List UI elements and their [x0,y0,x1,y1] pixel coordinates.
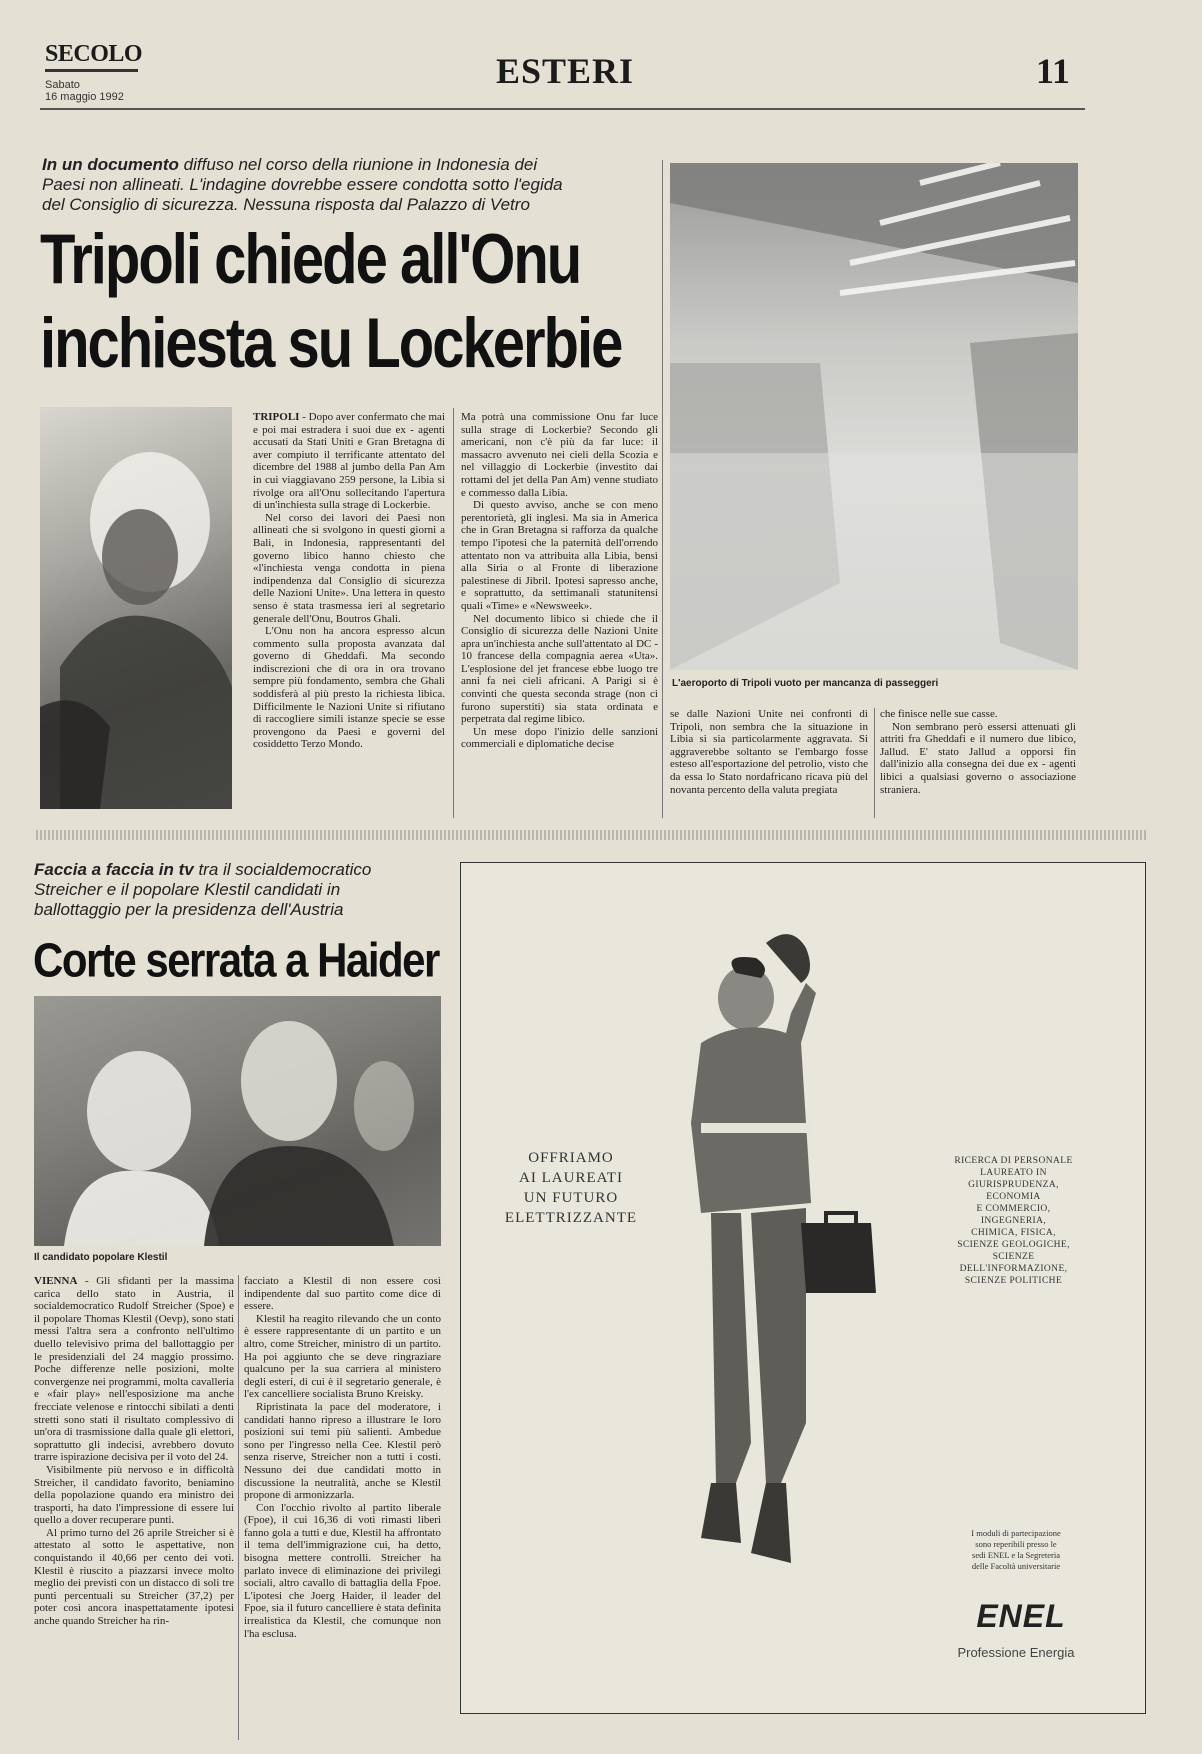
enel-tagline: Professione Energia [957,1645,1075,1660]
ad-recruitment-line: DELL'INFORMAZIONE, [959,1264,1068,1274]
gheddafi-photo [40,407,232,809]
article2-col2-para2: Klestil ha reagito rilevando che un conto è essere rappresentante di un partito e un altro, come Streicher, ministro di un partito. Ha poi aggiunto che se deve ringraziare qualcuno per la sua carriera al ministero degli esteri, di cui è il segretario generale, è l'ex cancelliere socialista Bruno Kreisky. [244,1312,441,1401]
enel-advertisement [460,862,1146,1714]
ad-headline-line4: ELETTRIZZANTE [504,1210,638,1226]
article1-col2-para1: Ma potrà una commissione Onu far luce sulla strage di Lockerbie? Secondo gli americani, non c'è più da far luce: il massacro avvenuto nei cieli della Scozia e nel villaggio di Lockerbie (investito dai rottami del jet della Pan Am) venne studiato e commesso dalla Libia. [461,411,658,499]
ad-recruitment-line: SCIENZE GEOLOGICHE, [957,1240,1070,1250]
article2-col2-para1: facciato a Klestil di non essere così indipendente dal suo partito come dice di essere. [244,1275,441,1313]
column-rule [874,708,875,818]
airport-photo-caption: L'aeroporto di Tripoli vuoto per mancanza di passeggeri [672,678,939,689]
enel-logo: ENEL [976,1598,1066,1634]
article2-column-1 [34,1275,234,1740]
article1-col1-para2: Nel corso dei lavori dei Paesi non allineati che si svolgono in questi giorni a Bali, in Indonesia, rappresentanti del governo libico hanno chiesto che «l'inchiesta venga condotta in piena indipendenza dal Consiglio di sicurezza delle Nazioni Unite». Una lettera in questo senso è stata trasmessa ieri al segretario generale dell'Onu, Boutros Ghali. [253,511,445,625]
article1-kicker [42,155,572,215]
section-title: ESTERI [495,51,635,91]
article1-column-1 [253,411,445,811]
column-rule [238,1275,239,1740]
ad-recruitment-line: SCIENZE POLITICHE [964,1276,1063,1286]
ad-recruitment-line: INGEGNERIA, [980,1216,1047,1226]
article2-kicker-rest: tra il socialdemocratico Streicher e il popolare Klestil candidati in ballottaggio per la presidenza dell'Austria [34,860,372,919]
article2-column-2 [244,1275,441,1740]
article1-kicker-lead: In un documento [42,155,179,174]
article1-col2-para4: Un mese dopo l'inizio delle sanzioni commerciali e diplomatiche decise [461,725,658,751]
ad-recruitment-line: CHIMICA, FISICA, [971,1228,1056,1238]
article2-col1-para3: Al primo turno del 26 aprile Streicher si è attestato al sotto le aspettative, non conquistando il 40,66 per cento dei voti. Klestil è riuscito a piazzarsi invece molto meglio dei previsti con un distacco di soli tre punti percentuali su Streicher (37,2) per poter così ancora inaspettatamente ipotesi anche quando Streicher ha rin- [34,1526,234,1628]
ad-info-line: sono reperibili presso le [975,1539,1057,1549]
issue-full-date: 16 maggio 1992 [45,91,124,103]
article2-col1-para2: Visibilmente più nervoso e in difficoltà Streicher, il candidato favorito, beniamino della popolazione quando era ministro dei trasporti, ha dato l'impressione di essere lui quello a dover recuperare punti. [34,1463,234,1527]
page-number: 11 [1035,51,1070,91]
ad-headline-line1: OFFRIAMO [528,1150,614,1166]
ad-headline [461,1148,681,1228]
masthead-rule [45,69,138,72]
header-rule [40,108,1085,110]
article1-headline-line1: Tripoli chiede all'Onu [40,219,581,299]
ad-headline-line3: UN FUTURO [523,1190,619,1206]
article2-col2-para3: Ripristinata la pace del moderatore, i candidati hanno ripreso a illustrare le loro posizioni sui temi più salienti. Ambedue sono per l'ingresso nella Cee. Klestil però senza riserve, Streicher non a tutti i costi. Nessuno dei due candidati motto in discussione la neutralità, anche se Klestil propone di armonizzarla. [244,1400,441,1502]
article1-col4-para1: che finisce nelle sue casse. [880,708,998,720]
jumping-man-illustration [641,923,901,1683]
article2-kicker-lead: Faccia a faccia in tv [34,860,194,879]
issue-day: Sabato [45,79,80,91]
ad-info-text [921,1528,1111,1572]
ad-recruitment-line: SCIENZE [992,1252,1035,1262]
article1-headline-line2: inchiesta su Lockerbie [40,303,622,383]
issue-date [45,79,124,103]
airport-illustration [670,163,1078,670]
ad-info-line: sedi ENEL e la Segreteria [972,1550,1060,1560]
article2-headline: Corte serrata a Haider [33,932,439,987]
article1-col2-para2: Di questo avviso, anche se con meno perentorietà, gli inglesi. Ma sia in America che in Gran Bretagna si rafforza da qualche tempo l'ipotesi che la paternità dell'orrendo attentato non va attribuita alla Libia, bensì alla Siria o al Fronte di liberazione palestinese di Jibril. Ipotesi sapresso anche, e soprattutto, da settimanali statunitensi quali «Time» e «Newsweek». [461,499,658,612]
article2-kicker [34,860,414,920]
article1-col1-para1: TRIPOLI - Dopo aver confermato che mai e poi mai estradera i suoi due ex - agenti accusati da Stati Uniti e Gran Bretagna di aver compiuto il terrificante attentato del dicembre del 1988 al jumbo della Pan Am in cui viaggiavano 259 persone, la Libia si rivolge ora all'Onu sollecitando l'apertura di un'inchiesta sulla strage di Lockerbie. [253,411,445,512]
ad-headline-line2: AI LAUREATI [519,1170,623,1186]
masthead: SECOLO [45,41,143,67]
article2-col1-para1: VIENNA - Gli sfidanti per la massima carica dello stato in Austria, il socialdemocratico Rudolf Streicher (Spoe) e il popolare Thomas Klestil (Oevp), sono stati messi l'altra sera a confronto nell'ultimo duello televisivo prima del ballottaggio per le presidenziali del 24 maggio prossimo. Poche differenze nelle posizioni, molte convergenze nei programmi, molta cavalleria e «fair play» nell'esposizione ma anche frecciate velenose e rintocchi sibilati a denti stretti sono stati il risultato complessivo di un'ora di trasmissione dalla quale gli elettori, soprattutto gli indecisi, avrebbero dovuto trarre ispirazione decisiva per il voto del 24. [34,1275,234,1464]
article1-dateline: TRIPOLI [253,411,300,423]
article1-col1-para3: L'Onu non ha ancora espresso alcun commento sulla proposta avanzata dal governo di Gheddafi. Ma secondo indiscrezioni che di ora in ora trovano sempre più fondamento, sembra che Ghali soddisferà al più presto la richiesta libica. Difficilmente le Nazioni Unite si rifiutano di raccogliere simili istanze specie se esse provengono da Paesi e governi del cosiddetto Terzo Mondo. [253,625,445,751]
ad-recruitment-list [916,1155,1111,1287]
klestil-photo [34,996,441,1246]
article2-dateline: VIENNA [34,1275,78,1287]
airport-photo [670,163,1078,670]
article1-col3-para1: se dalle Nazioni Unite nei confronti di Tripoli, non sembra che la situazione in Libia si sia particolarmente aggravata. Si aggraverebbe soltanto se l'embargo fosse esteso all'esportazione del petrolio, visto che da essa lo Stato nordafricano ricava più del novanta percento della valuta pregiata [670,708,868,796]
portrait-illustration [40,407,232,809]
article1-col4-para2: Non sembrano però essersi attenuati gli attriti fra Gheddafi e il numero due libico, Jallud. E' stato Jallud a opporsi fin dall'inizio alla consegna dei due ex - agenti libici a qualsiasi governo o associazione straniera. [880,720,1076,796]
ad-info-line: delle Facoltà universitarie [971,1561,1061,1571]
article1-col2-para3: Nel documento libico si chiede che il Consiglio di sicurezza delle Nazioni Unite apra un'inchiesta anche sull'attentato al DC - 10 francese della compagnia aerea «Uta». L'esplosione del jet francese ebbe luogo tre anni fa nei cieli africani. A Parigi si è convinti che questa seconda strage (non ci furono superstiti) sia stata ordinata e perpetrata dal regime libico. [461,612,658,726]
article2-col2-para4: Con l'occhio rivolto al partito liberale (Fpoe), il cui 16,36 di voti rimasti liberi fanno gola a tutti e due, Klestil ha affrontato il tema dell'immigrazione cui, ha detto, bisogna mettere controlli. Streicher ha parlato invece di eliminazione dei privilegi sociali, altro cavallo di battaglia della Fpoe. L'ipotesi che Joerg Haider, il leader del Fpoe, sia il futuro cancelliere è stata definita irrealistica da Klestil, che comunque non l'ha esclusa. [244,1501,441,1640]
column-rule [662,160,663,818]
ad-recruitment-line: ECONOMIA [986,1192,1041,1202]
article1-column-2 [461,411,658,817]
ad-recruitment-line: LAUREATO IN [980,1168,1047,1178]
article1-kicker-rest: diffuso nel corso della riunione in Indonesia dei Paesi non allineati. L'indagine dovrebbe essere condotta sotto l'egida del Consiglio di sicurezza. Nessuna risposta dal Palazzo di Vetro [42,155,563,214]
column-rule [453,408,454,818]
section-separator [36,830,1146,840]
ad-recruitment-line: E COMMERCIO, [976,1204,1051,1214]
ad-recruitment-line: RICERCA DI PERSONALE [954,1156,1073,1166]
article1-column-4 [880,708,1076,818]
article1-column-3 [670,708,868,818]
couple-illustration [34,996,441,1246]
ad-info-line: I moduli di partecipazione [971,1528,1061,1538]
ad-recruitment-line: GIURISPRUDENZA, [968,1180,1059,1190]
klestil-photo-caption: Il candidato popolare Klestil [34,1252,168,1263]
